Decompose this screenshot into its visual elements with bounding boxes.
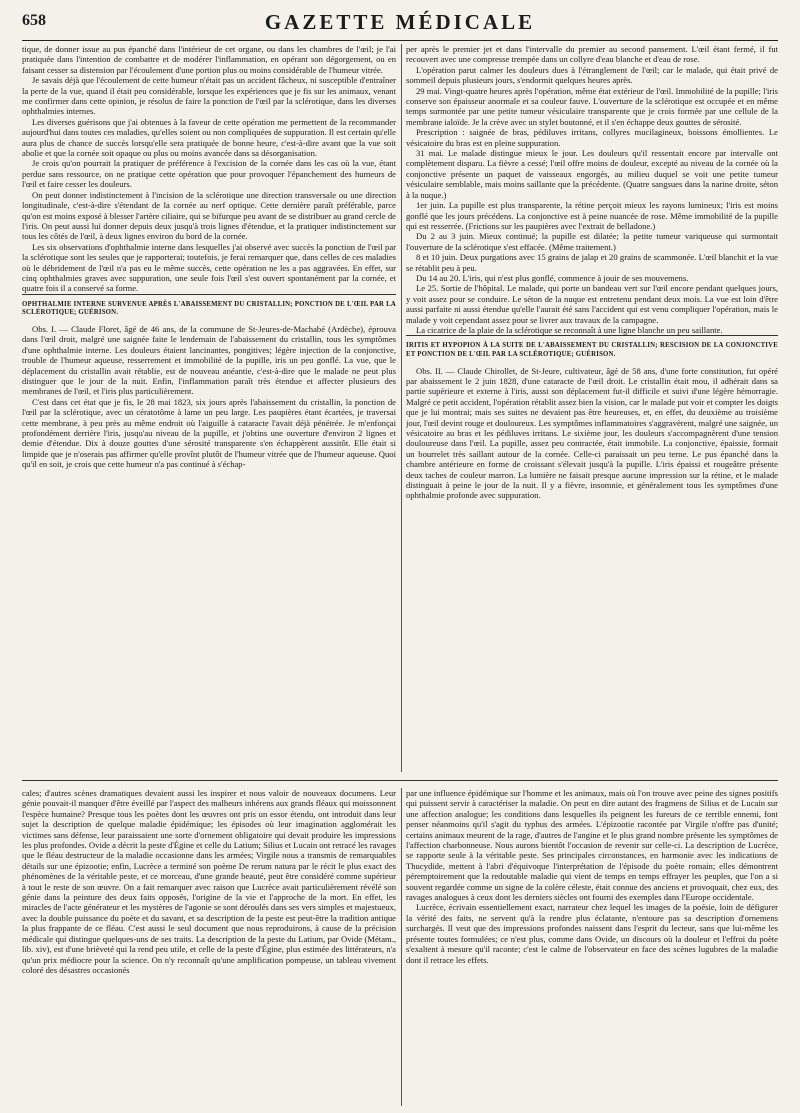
- paragraph: Du 14 au 20. L'iris, qui n'est plus gonflé, commence à jouir de ses mouvemens.: [416, 272, 689, 283]
- paragraph: C'est dans cet état que je fis, le 28 mai 1823, six jours après l'abaissement du cristallin, la ponction de l'œil par la sclérotique, avec un cératotôme à lame un peu large. Les paupières étant écartées, je traversai cette membrane, à peu près au même endroit où l'aiguille à cataracte l'avait déjà pénétrée. Je m'enfonçai profondément derrière l'iris, jusqu'au niveau de la pupille, et j'obtins une ouverture d'environ 2 lignes et demie d'étendue. Dix à douze gouttes d'une sérosité transparente s'en échappèrent aussitôt. Elle était si limpide que je n'oserais pas affirmer qu'elle provînt plutôt de l'humeur vitrée que de l'humeur aqueuse. Quoi qu'il en soit, je crois que cette humeur n'a pas continué à s'échap-: [22, 396, 396, 470]
- upper-right-column: [406, 44, 778, 772]
- paragraph: Lucrèce, écrivain essentiellement exact, narrateur chez lequel les images de la poésie, loin de défigurer la vérité des faits, ne servent qu'à la rendre plus éclatante, n'entoure pas sa description d'ornemens surchargés. Il veut que des impressions profondes naissent dans l'esprit du lecteur, sans que lui-même les présente toutes formulées; ce n'est plus, comme dans Ovide, un discours où la douleur et l'effroi du poète s'exaltent à mesure qu'il raconte; c'est le calme de l'observateur en face des scènes lugubres de la maladie dont il retrace les effets.: [406, 902, 778, 965]
- paragraph: L'opération parut calmer les douleurs dues à l'étranglement de l'œil; car le malade, qui était privé de sommeil depuis plusieurs jours, s'endormit quelques heures après.: [406, 64, 778, 86]
- paragraph: 29 mai. Vingt-quatre heures après l'opération, même état extérieur de l'œil. Immobilité de la pupille; l'iris conserve son épaisseur anormale et sa couleur fauve. L'ouverture de la sclérotique est occupée et en même temps surmontée par une petite tumeur vésiculaire transparente que je crois formée par une cellule de la membrane ialoïde. Je la crève avec un stylet boutonné, et il s'en échappe deux gouttes de sérosité.: [406, 85, 778, 127]
- paragraph: 31 mai. Le malade distingue mieux le jour. Les douleurs qu'il ressentait encore par intervalle ont complètement disparu. La fièvre a cessé; l'œil offre moins de douleur, excepté au niveau de la cornée où la conjonctive présente un paquet de vaisseaux engorgés, au milieu duquel se voit une petite tumeur vésiculaire semblable, mais moins saillante que la précédente. (Quatre sangsues dans la narine droite, séton à la nuque.): [406, 148, 778, 200]
- paragraph: Je savais déjà que l'écoulement de cette humeur n'était pas un accident fâcheux, ni susceptible d'entraîner la perte de la vue, quand il était peu considérable, lorsque les expériences que je fis sur les animaux, venant me confirmer dans cette opinion, je résolus de faire la ponction de l'œil par la sclérotique, dans les diverses ophthalmies internes.: [22, 75, 396, 117]
- paragraph: 1er juin. La pupille est plus transparente, la rétine perçoit mieux les rayons lumineux; l'iris est moins gonflé que les jours précédens. La conjonctive est à peine nuancée de rose. Même immobilité de la pupille qui est resserrée. (Frictions sur les paupières avec l'extrait de belladone.): [406, 200, 778, 231]
- paragraph: Les six observations d'ophthalmie interne dans lesquelles j'ai observé avec succès la ponction de l'œil par la sclérotique sont les seules que je rapporterai; toutefois, je ferai remarquer que, dans celles de ces maladies où le débridement de l'œil n'a pas eu le même succès, cette opération ne les a pas aggravées. En effet, sur cinq ophthalmies graves avec suppuration, une seule fois l'œil s'est ouvert spontanément par la cornée, et quatre fois il a conservé sa forme.: [22, 241, 396, 294]
- paragraph: Les diverses guérisons que j'ai obtenues à la faveur de cette opération me permettent de la recommander aujourd'hui dans toutes ces maladies, qu'elles soient ou non compliquées de suppuration. Il est certain qu'elle aura plus de chance de succès lorsqu'elle sera pratiquée de bonne heure, c'est-à-dire avant que la vue soit abolie et que la cornée soit opaque ou plus ou moins avancée dans sa désorganisation.: [22, 116, 396, 159]
- paragraph: Je crois qu'on pourrait la pratiquer de préférence à l'excision de la cornée dans les cas où la vue, étant perdue sans ressource, on ne pratique cette opération que pour provoquer l'épanchement des humeurs de l'œil et faire cesser les douleurs.: [22, 158, 396, 190]
- journal-title: GAZETTE MÉDICALE: [264, 10, 536, 34]
- paragraph: Le 25. Sortie de l'hôpital. Le malade, qui porte un bandeau vert sur l'œil encore pendant quelques jours, y voit assez pour se conduire. Le séton de la nuque est entretenu pendant deux mois. La vue est loin d'être aussi parfaite ni aussi étendue qu'elle l'aurait été sans l'accident qui est venu compliquer l'opération, mais le malade y voit cependant assez pour se livrer aux travaux de la campagne.: [406, 283, 778, 325]
- section-rule: [406, 335, 778, 336]
- paragraph: Obs. II. — Claude Chirollet, de St-Jeure, cultivateur, âgé de 58 ans, d'une forte constitution, fut opéré par abaissement le 2 juin 1828, d'une cataracte de l'œil droit. Le cristallin était mou, il adhérait dans sa partie supérieure et externe à l'iris, aussi son déplacement fut-il difficile et suivi d'une légère hémorragie. Malgré ce petit accident, l'opération rétablit assez bien la vision, car le malade put voir et compter les doigts que je lui montrai; mais ses suites ne devaient pas être heureuses, et, en effet, du deuxième au troisième jour, l'œil devint rouge et douloureux. Les symptômes inflammatoires s'aggravèrent, malgré une saignée, un vésicatoire au bras et les pédiluves irritans. Le sixième jour, les douleurs s'accompagnèrent d'une tension douloureuse dans l'œil. La pupille, assez peu contractée, était immobile. La conjonctive, épaissie, formait un bourrelet très saillant autour de la cornée. Celle-ci paraissait un peu terne. Le pus épanché dans la chambre antérieure en forme de croissant s'élevait jusqu'à la pupille. L'iris épaissi et rougeâtre présente deux taches de couleur marron. La lumière ne faisait presque aucune impression sur la rétine, et le malade distinguait à peine le jour de la nuit. Il y a fièvre, insomnie, et généralement tous les symptômes d'une ophthalmie profonde avec suppuration.: [406, 365, 778, 501]
- paragraph: 8 et 10 juin. Deux purgations avec 15 grains de jalap et 20 grains de scammonée. L'œil blanchit et la vue se rétablit peu à peu.: [406, 252, 778, 273]
- observation-heading: IRITIS ET HYPOPION À LA SUITE DE L'ABAISSEMENT DU CRISTALLIN; RESCISION DE LA CONJONCTIVE ET PONCTION DE L'ŒIL PAR LA SCLÉROTIQUE; GUÉRISON.: [406, 342, 778, 358]
- paragraph: Du 2 au 3 juin. Mieux continué; la pupille est dilatée; la petite tumeur variqueuse qui surmontait l'ouverture de la sclérotique s'est effacée. (Même traitement.): [406, 231, 778, 252]
- paragraph: On peut donner indistinctement à l'incision de la sclérotique une direction transversale ou une direction longitudinale, c'est-à-dire s'étendant de la cornée au nerf optique. Cette dernière paraît préférable, parce qu'on est moins exposé à blesser l'artère ciliaire, qui se bifurque peu avant de se distribuer au grand cercle de l'iris. On peut aussi lui donner depuis deux jusqu'à trois lignes d'étendue, et la pratiquer indistinctement sur tous les côtés de l'œil, à deux lignes environ du bord de la cornée.: [22, 189, 396, 242]
- lower-right-column: [406, 788, 778, 1106]
- lower-left-column: [22, 788, 396, 1106]
- column-divider: [401, 44, 402, 772]
- paragraph: cales; d'autres scènes dramatiques devaient aussi les inspirer et nous valoir de nouveaux documens. Leur génie pouvait-il manquer d'être éveillé par l'aspect des malheurs inhérens aux grands fléaux qui moissonnent l'espèce humaine? Presque tous les poètes dont les œuvres ont pris un essor étendu, ont introduit dans leur sujet la description de quelque maladie épidémique; les épisodes où leur imagination agglomérait les victimes sans défense, leur paraissaient une sorte d'ornement obligatoire qui devait produire les impressions les plus profondes. Ovide a décrit la peste d'Égine et celle du Latium; Silius et Lucain ont retracé les ravages que le fléau destructeur de la maladie occasionne dans les armées; Virgile nous a transmis de remarquables détails sur une épizootie; enfin, Lucrèce a terminé son poème De rerum natura par le récit le plus exact des phénomènes de la véritable peste, et ce morceau, d'une grande beauté, peut être considéré comme supérieur à tout le reste de son œuvre. On a fait remarquer avec raison que Lucrèce avait particulièrement révélé son génie dans la peinture des deux faits opposés, l'origine de la vie et l'approche de la mort. En effet, les miracles de l'acte générateur et les mystères de l'agonie se sont déroulés dans ses vers simples et majestueux, avec la double puissance du poète et du savant, et sa description de la peste est peut-être la tradition antique la plus frappante de ce fléau. C'est aussi le seul document que nous reproduirons, à cause de la précision médicale qui distingue quelques-uns de ses traits. La description de la peste du Latium, par Ovide (Métam., lib. xiv), est d'une brièveté qui la rend peu utile, et celle de la peste d'Égine, plus estimée des littérateurs, n'a qu'un prix médiocre pour la science. On n'y reconnaît qu'une amplification pompeuse, un tableau vivement coloré des désastres occasionés: [22, 788, 396, 975]
- observation-heading: OPHTHALMIE INTERNE SURVENUE APRÈS L'ABAISSEMENT DU CRISTALLIN; PONCTION DE L'ŒIL PAR LA SCLÉROTIQUE; GUÉRISON.: [22, 300, 396, 317]
- section-divider: [22, 780, 778, 781]
- paragraph: par une influence épidémique sur l'homme et les animaux, mais où l'on trouve avec peine des signes positifs qui puissent servir à caractériser la maladie. On peut en dire autant des fragmens de Silius et de Lucain sur une affection analogue; les conditions dans lesquelles ils peignent les fureurs de ce terrible ennemi, font penser néanmoins qu'il s'agit du typhus des armées. L'épizootie racontée par Virgile n'offre pas d'unité; certains animaux meurent de la rage, d'autres de l'angine et le plus grand nombre présente les symptômes de l'affection charbonneuse. Nous aurons bientôt l'occasion de revenir sur celle-ci. La description de Lucrèce, se rapporte seule à la véritable peste. Ses principales circonstances, en harmonie avec les indications de Thucydide, mettent à l'abri d'équivoque l'interprétation de l'épisode du poète romain; elles démontrent péremptoirement que la redoutable maladie qui vient de temps en temps effrayer les peuples, que l'on a si souvent regardée comme un signe de la colère céleste, était connue des anciens et provoquait, chez eux, des ravages analogues à ceux dont les derniers siècles ont fourni des exemples dans l'Europe occidentale.: [406, 788, 778, 903]
- column-divider: [401, 788, 402, 1106]
- paragraph: per après le premier jet et dans l'intervalle du premier au second pansement. L'œil étant fermé, il fut recouvert avec une compresse trempée dans un collyre d'eau blanche et d'eau de rose.: [406, 44, 778, 65]
- upper-left-column: [22, 44, 396, 772]
- section-rule: [22, 294, 396, 295]
- paragraph: Obs. I. — Claude Floret, âgé de 46 ans, de la commune de St-Jeures-de-Machabé (Ardèche), éprouva dans l'œil droit, malgré une saignée faite le lendemain de l'abaissement du cristallin, tous les symptômes d'une ophthalmie interne. Les douleurs étaient lancinantes, pongitives; légère injection de la conjonctive, trouble de l'humeur aqueuse, resserrement et immobilité de la pupille, iris un peu gonflé. La vue, que le déplacement du cristallin avait rétablie, est de nouveau anéantie, c'est-à-dire que le malade ne peut plus distinguer que le jour de la nuit. Enfin, l'inflammation paraît très étendue et affecter plusieurs des membranes de l'œil, et l'iris plus particulièrement.: [22, 323, 396, 397]
- page-number: 658: [22, 12, 46, 29]
- page-header: [22, 8, 778, 41]
- paragraph: tique, de donner issue au pus épanché dans l'intérieur de cet organe, ou dans les chambres de l'œil; je l'ai pratiquée dans l'intention de combattre et de modérer l'inflammation, en opérant son dégorgement, ou en faisant cesser sa distension par l'écoulement d'une portion plus ou moins considérable de l'humeur vitrée.: [22, 44, 396, 75]
- paragraph: La cicatrice de la plaie de la sclérotique se reconnaît à une ligne blanche un peu saillante.: [416, 324, 723, 335]
- paragraph: Prescription : saignée de bras, pédiluves irritans, collyres mucilagineux, boissons émollientes. Le vésicatoire du bras est en pleine suppuration.: [406, 127, 778, 148]
